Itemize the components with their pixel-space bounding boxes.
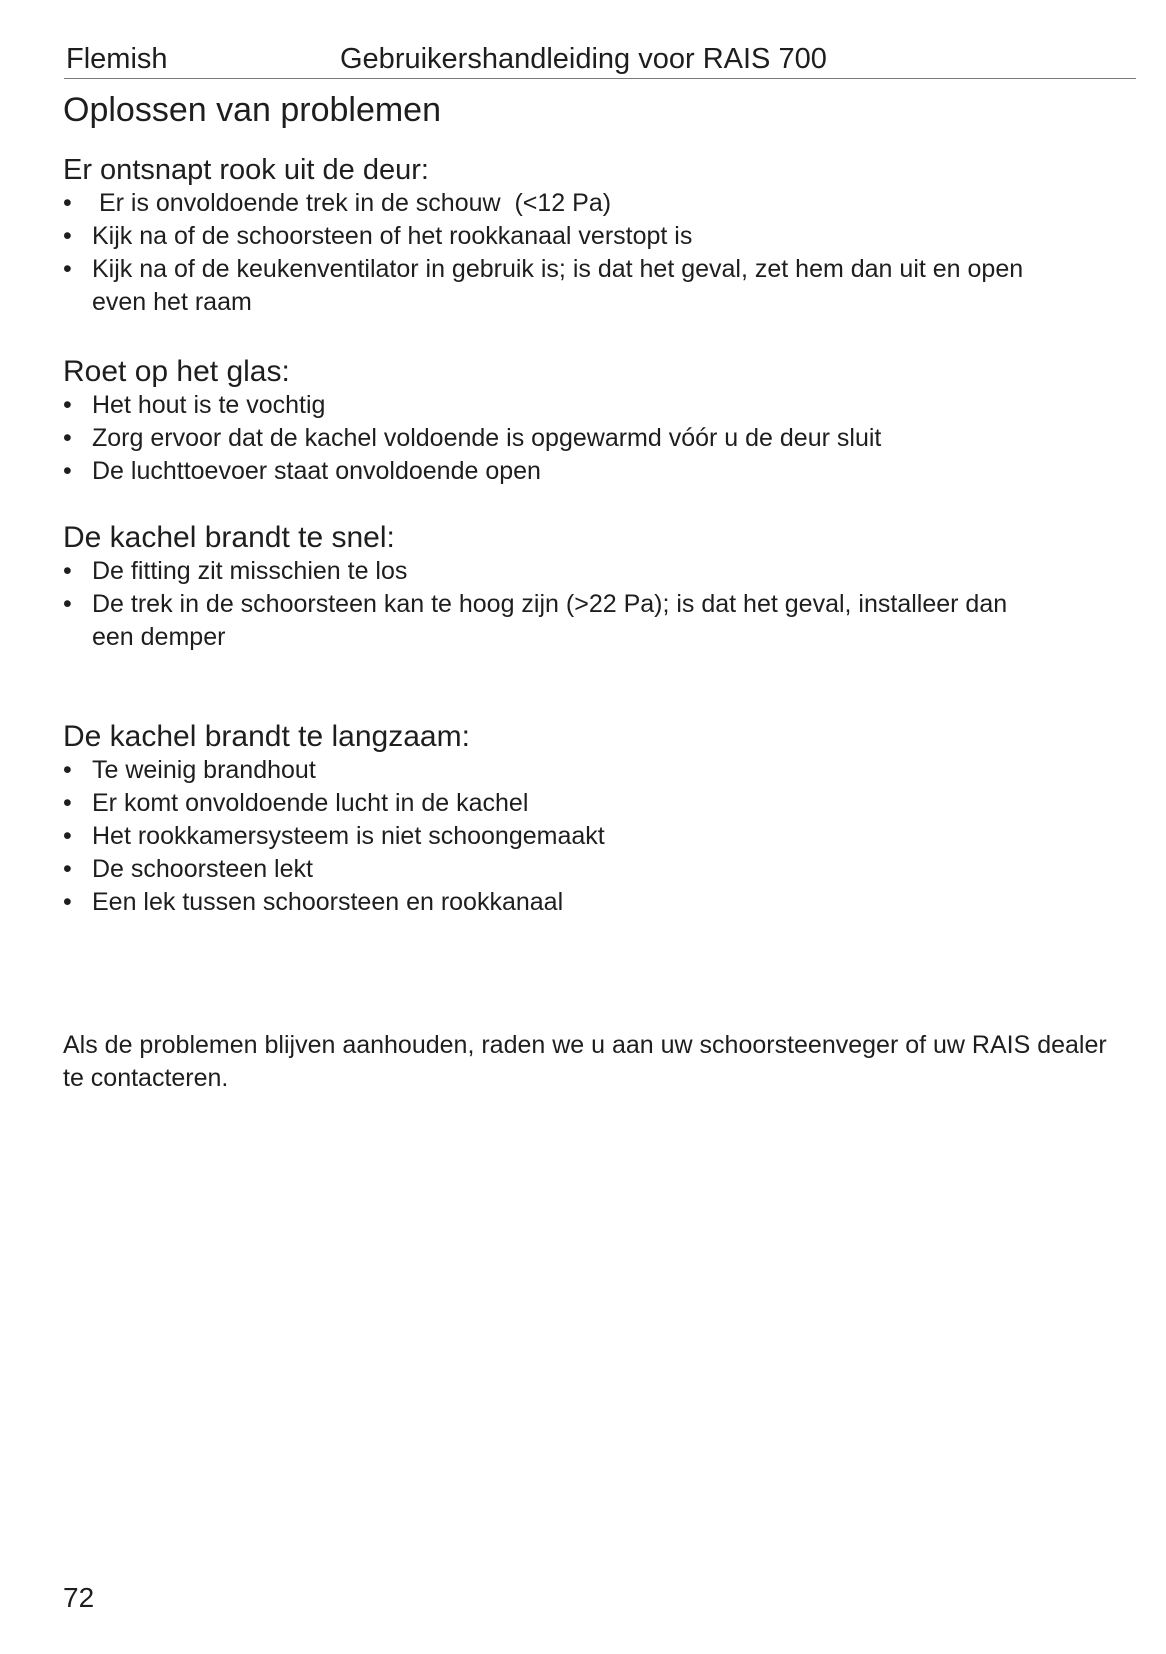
bullet-mark: • (63, 391, 72, 419)
list-item-text: Kijk na of de keukenventilator in gebruik is; is dat het geval, zet hem dan uit en open even het raam (92, 255, 1024, 316)
list-item (63, 455, 1123, 488)
bullet-mark: • (63, 255, 72, 283)
list-item (63, 555, 1043, 588)
section-heading: De kachel brandt te snel: (63, 521, 395, 554)
section-burns-too-slow (63, 720, 1123, 919)
list-item (63, 853, 1123, 886)
list-item (63, 389, 1123, 422)
bullet-mark: • (63, 222, 72, 250)
list-item (63, 886, 1123, 919)
list-item (63, 787, 1123, 820)
list-item (63, 588, 1043, 654)
list-item (63, 253, 1063, 319)
section-heading: De kachel brandt te langzaam: (63, 720, 470, 753)
list-item-text: Het hout is te vochtig (92, 391, 326, 419)
page-header (64, 40, 1136, 79)
bullet-mark: • (63, 590, 72, 618)
list-item-text: Te weinig brandhout (92, 756, 316, 784)
list-item-text: De schoorsteen lekt (92, 855, 313, 883)
bullet-mark: • (63, 557, 72, 585)
page-number: 72 (63, 1582, 95, 1613)
list-item-text: Een lek tussen schoorsteen en rookkanaal (92, 888, 564, 916)
section-smoke-from-door (63, 153, 1063, 319)
bullet-mark: • (63, 189, 72, 217)
bullet-list (63, 389, 1123, 488)
list-item-text: Er is onvoldoende trek in de schouw (<12 Pa) (92, 189, 612, 217)
bullet-mark: • (63, 424, 72, 452)
bullet-list (63, 187, 1063, 319)
bullet-mark: • (63, 457, 72, 485)
header-language: Flemish (66, 43, 168, 75)
bullet-list (63, 754, 1123, 919)
list-item (63, 187, 1063, 220)
bullet-mark: • (63, 756, 72, 784)
page-title: Oplossen van problemen (63, 91, 442, 129)
list-item (63, 220, 1063, 253)
list-item-text: Het rookkamersysteem is niet schoongemaakt (92, 822, 605, 850)
list-item-text: De luchttoevoer staat onvoldoende open (92, 457, 541, 485)
section-soot-on-glass (63, 355, 1123, 488)
bullet-mark: • (63, 822, 72, 850)
list-item (63, 820, 1123, 853)
section-heading: Roet op het glas: (63, 355, 290, 388)
list-item-text: De trek in de schoorsteen kan te hoog zijn (>22 Pa); is dat het geval, installeer dan een demper (92, 590, 1008, 651)
header-manual-title: Gebruikershandleiding voor RAIS 700 (340, 43, 827, 75)
section-heading: Er ontsnapt rook uit de deur: (63, 154, 429, 186)
closing-paragraph: Als de problemen blijven aanhouden, raden we u aan uw schoorsteenveger of uw RAIS dealer te contacteren. (63, 1031, 1107, 1092)
bullet-list (63, 555, 1043, 654)
bullet-mark: • (63, 789, 72, 817)
list-item-text: Zorg ervoor dat de kachel voldoende is opgewarmd vóór u de deur sluit (92, 424, 882, 452)
list-item-text: De fitting zit misschien te los (92, 557, 408, 585)
list-item-text: Kijk na of de schoorsteen of het rookkanaal verstopt is (92, 222, 693, 250)
bullet-mark: • (63, 855, 72, 883)
list-item-text: Er komt onvoldoende lucht in de kachel (92, 789, 529, 817)
bullet-mark: • (63, 888, 72, 916)
list-item (63, 422, 1123, 455)
list-item (63, 754, 1123, 787)
section-burns-too-fast (63, 521, 1043, 654)
